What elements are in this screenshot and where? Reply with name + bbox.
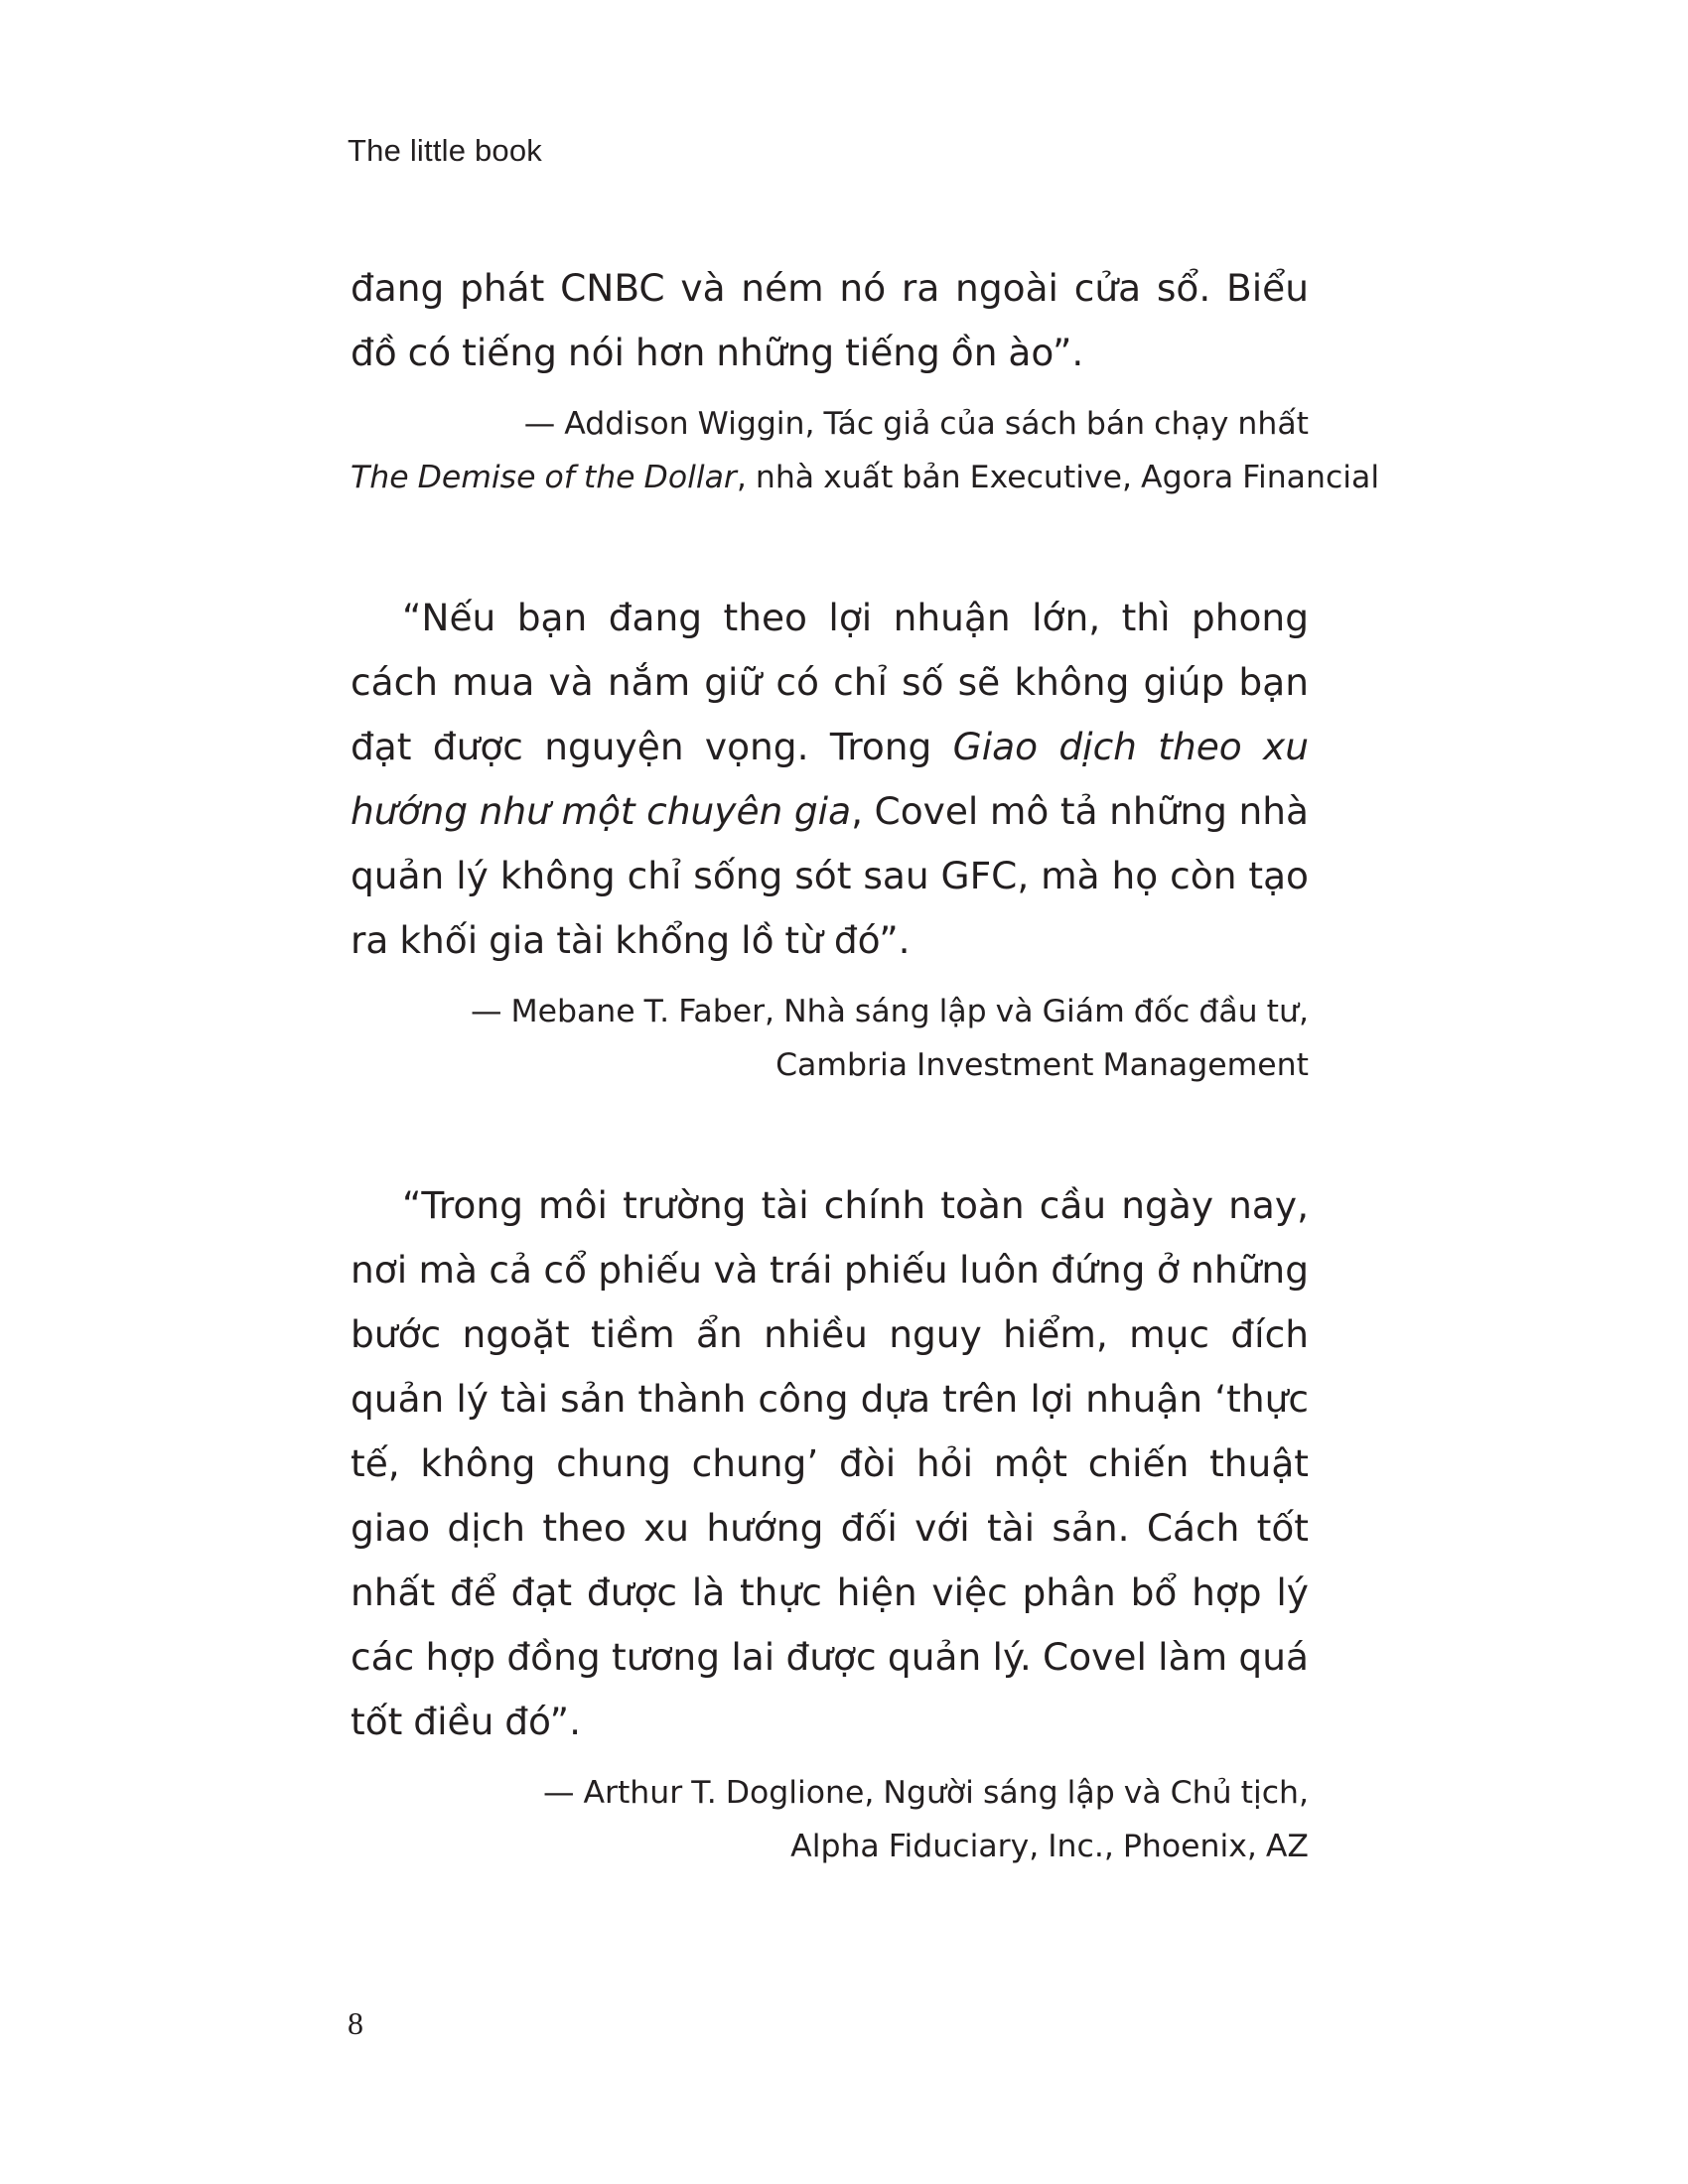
attribution-2-line-2: Cambria Investment Management: [775, 1047, 1309, 1083]
attribution-1-line-2-rest: , nhà xuất bản Executive, Agora Financial: [736, 460, 1380, 495]
attribution-2-line-1: — Mebane T. Faber, Nhà sáng lập và Giám đốc đầu tư,: [470, 994, 1309, 1029]
quote-1: [351, 256, 1309, 385]
quote-3-text: “Trong môi trường tài chính toàn cầu ngày nay, nơi mà cả cổ phiếu và trái phiếu luôn đứng ở những bước ngoặt tiềm ẩn nhiều nguy hiểm, mục đích quản lý tài sản thành công dựa trên lợi nhuận ‘thực tế, không chung chung’ đòi hỏi một chiến thuật giao dịch theo xu hướng đối với tài sản. Cách tốt nhất để đạt được là thực hiện việc phân bổ hợp lý các hợp đồng tương lai được quản lý. Covel làm quá tốt điều đó”.: [351, 1183, 1309, 1743]
spacer: [351, 1092, 1309, 1173]
quote-2-book-title: Giao dịch theo xu hướng như một chuyên gia: [351, 725, 1310, 833]
quote-1-text: đang phát CNBC và ném nó ra ngoài cửa sổ. Biểu đồ có tiếng nói hơn những tiếng ồn ào”.: [351, 266, 1309, 374]
page-number: 8: [348, 2005, 363, 2041]
book-title: The Demise of the Dollar: [351, 460, 737, 495]
quote-2-text-a: “Nếu bạn đang theo lợi nhuận lớn, thì phong cách mua và nắm giữ có chỉ số sẽ không giúp bạn đạt được nguyện vọng. Trong: [351, 596, 1309, 768]
attribution-2: [351, 985, 1309, 1092]
attribution-1: [351, 397, 1380, 504]
spacer: [351, 504, 1309, 586]
quote-3: [351, 1173, 1309, 1754]
quote-2-text-b: , Covel mô tả những nhà quản lý không chỉ sống sót sau GFC, mà họ còn tạo ra khối gia tài khổng lồ từ đó”.: [351, 789, 1310, 962]
page-body: [351, 256, 1380, 1873]
attribution-3-line-1: — Arthur T. Doglione, Người sáng lập và Chủ tịch,: [542, 1775, 1309, 1811]
quote-2: [351, 586, 1309, 973]
attribution-1-line-2: [351, 451, 1380, 504]
attribution-3-line-2: Alpha Fiduciary, Inc., Phoenix, AZ: [790, 1829, 1309, 1864]
attribution-3: [351, 1766, 1309, 1873]
attribution-1-line-1: — Addison Wiggin, Tác giả của sách bán chạy nhất: [523, 406, 1309, 442]
running-head: The little book: [348, 133, 542, 168]
